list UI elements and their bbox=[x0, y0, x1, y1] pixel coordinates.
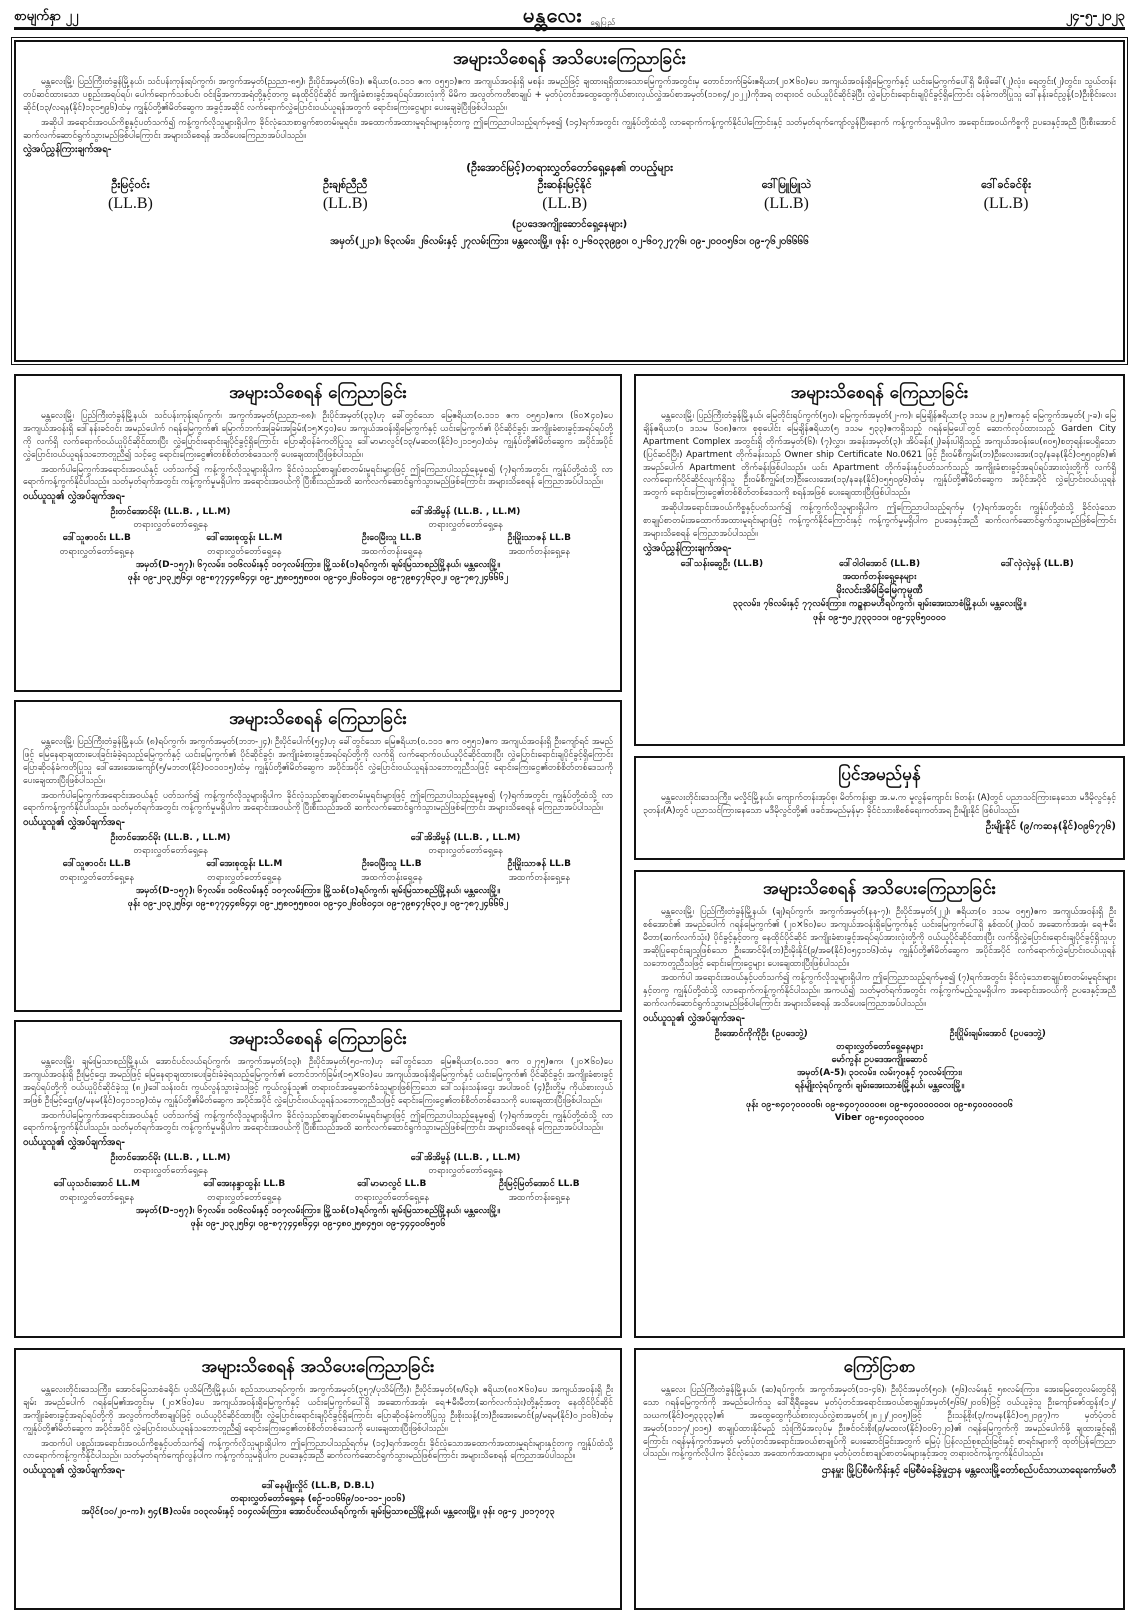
notice-9-footer: ဌာနမှူး မြို့ပြစီမံကိန်းနှင့် မြေစီမံခန့်ခွဲမှုဌာန မန္တလေးမြို့တော်စည်ပင်သာယာရေးကော်မတီ bbox=[821, 1465, 1116, 1477]
notice-1-address: အမှတ်(၂၂၁)၊ ၆၃လမ်း၊ ၂၆လမ်းနှင့် ၂၇လမ်းကြား၊ မန္တလေးမြို့။ ဖုန်း ၀၂-၆၀၃၃၉၉၀၊ ၀၂-၆၀၇၂၇၇၆၊ ၀၉-၂၀၀၀၅၆၁၊ ၀၉-၇၆၂၀၆၆၆၆ bbox=[330, 235, 809, 247]
notice-1-office: (ဦးအောင်မြင့်)တရားလွှတ်တော်ရှေ့နေ၏ တပည့်များ bbox=[466, 161, 673, 175]
lawyer-role: တရားလွှတ်တော်ရှေ့နေ bbox=[59, 872, 134, 883]
notice-8-lawyer: ဒေါ်နေမျိုးလှိုင် (LL.B, D.B.L) bbox=[261, 1481, 375, 1492]
notice-4-body-1: မန္တလေးမြို့၊ ချမ်းမြသာစည်မြို့နယ်၊ အောင်ပင်လယ်ရပ်ကွက်၊ အကွက်အမှတ်(၁၃)၊ ဦးပိုင်အမှတ်(၅၀-က)ဟု ခေါ်တွင်သော မြေဧရိယာ(၀.၁၁၁ ဧက ၀၂၇၅)ဧက၊ (၂၀×၆၀)ပေ အကျယ်အဝန်းရှိ ဦးမြင့်ဌေး အမည်ဖြင့် မြေနေရာချထားပေးခြင်းခံခဲ့ရသည့်မြေကွက်၏ တောင်ဘက်ခြမ်း(၁၅×၆၀)ပေ အကျယ်အဝန်းရှိမြေကွက်နှင့် ယင်းမြေကွက်၏ ပိုင်ဆိုင်ခွင့်၊ အကျိုးခံစားခွင့်အရပ်ရပ်တို့ကို ဝယ်ယူပိုင်ဆိုင်ခဲ့သူ (၈၂)ဒေါ်သန်းဝင်း ကွယ်လွန်သွားခဲ့သဖြင့် ကွယ်လွန်သူ၏ တရားဝင်အမွေဆက်ခံသူများဖြစ်ကြသော ဒေါ်သန်းသန်းဌေး အပါအဝင် (၄)ဦးတို့မှ ကိုယ်စားလှယ်အဖြစ် ဦးမြင့်ဌေး(၉/မနမ(နိုင်)၀၄၁၁၁၉)ထံမှ ကျွန်ုပ်တို့၏မိတ်ဆွေက အပိုင်အပိုင် လွှဲပြောင်းဝယ်ယူရန်သဘောတူညီသဖြင့် ရောင်းကြေးငွေ၏တစ်စိတ်တစ်ဒေသကို ပေးချေထားပြီးဖြစ်ပါသည်။ bbox=[23, 1056, 613, 1106]
lawyer-name: ဒေါ်အိအိမွန် (LL.B. , LL.M) bbox=[410, 1153, 521, 1164]
lawyer-role: တရားလွှတ်တော်ရှေ့နေ bbox=[428, 846, 503, 857]
notice-7-address-1: အမှတ်(A-5)၊ ၃၁လမ်း၊ လမ်း၇၀နှင့် ၇၁လမ်းကြား၊ bbox=[797, 1068, 962, 1079]
notice-7-title: အများသိစေရန် အသိပေးကြေညာခြင်း bbox=[763, 879, 996, 899]
notice-7-role: တရားလွှတ်တော်ရှေ့နေများ bbox=[836, 1042, 923, 1053]
notice-3-address: အမှတ်(D-၁၅၇)၊ ၆၇လမ်း၊ ၁၀၆လမ်းနှင့် ၁၀၇လမ်းကြား၊ မြို့သစ်(၁)ရပ်ကွက်၊ ချမ်းမြသာစည်မြို့နယ်၊ မန္တလေးမြို့။ bbox=[135, 885, 501, 896]
lawyer-name: ဒေါ်အေးစုထွန်း LL.M bbox=[206, 533, 283, 544]
notice-3-body-2: အထက်ပါမြေကွက်အရောင်းအဝယ်နှင့် ပတ်သက်၍ ကန့်ကွက်လိုသူများရှိပါက ခိုင်လုံသည့်စာချုပ်စာတမ်းမူရင်းများဖြင့် ဤကြေညာပါသည့်နေ့မှစ၍ (၇)ရက်အတွင်း ကျွန်ုပ်တို့ထံသို့ လာရောက်ကန့်ကွက်နိုင်ပါသည်။ သတ်မှတ်ရက်အတွင်း ကန့်ကွက်မှုမရှိပါက အရောင်းအဝယ်ကို ပြီးစီးသည်အထိ ဆက်လက်ဆောင်ရွက်သွားမည်ဖြစ်ကြောင်း အများသိစေရန် ကြေညာအပ်ပါသည်။ bbox=[23, 790, 613, 814]
page-header bbox=[14, 4, 1125, 30]
notice-7-phone: ဖုန်း ၀၉-၈၄၀၇၀၀၀၀၆၊ ၀၉-၈၄၀၇၀၀၀၀၈၊ ၀၉-၈၄၀၀၀၀၀၀၀၊ ၀၉-၈၄၀၀၀၀၀၀၆ bbox=[746, 1099, 1013, 1110]
notice-5 bbox=[634, 374, 1125, 746]
notice-5-firm: မိုးလင်းအိမ်ခြံမြေကုမ္ပဏီ bbox=[836, 584, 923, 596]
notice-5-address: ၃၃လမ်း၊ ၇၆လမ်းနှင့် ၇၇လမ်းကြား၊ ကဥ္စနာမဟီရပ်ကွက်၊ ချမ်းအေးသာစံမြို့နယ်၊ မန္တလေးမြို့။ bbox=[732, 599, 1027, 610]
notice-6-signature: ဦးမျိုးနိုင် (၉/ကဆန(နိုင်)၀၉၆၇၇၆) bbox=[985, 820, 1116, 832]
notice-7-viber: Viber ၀၉-၈၄၀၀၃၀၀၀၀ bbox=[834, 1112, 925, 1123]
lawyer-role: အထက်တန်းရှေ့နေ bbox=[508, 546, 570, 557]
lawyer-role: တရားလွှတ်တော်ရှေ့နေ bbox=[133, 1166, 208, 1177]
notice-3-phone: ဖုန်း ၀၉-၂၀၃၂၅၆၄၊ ၀၉-၈၇၇၄၄၈၆၄၄၊ ၀၉-၂၅၈၀၅၅၈၀၀၊ ၀၉-၄၀၂၆၀၆၀၄၁၊ ၀၉-၇၉၈၄၇၆၃၀၂၊ ၀၉-၇၈၇၂၄၆၆၆၂ bbox=[127, 898, 509, 909]
notice-8-authority: ဝယ်ယူသူ၏ လွှဲအပ်ချက်အရ- bbox=[23, 1465, 126, 1477]
lawyer-name: ဒေါ်အေးစုထွန်း LL.M bbox=[206, 859, 283, 870]
notice-9 bbox=[634, 1348, 1125, 1610]
notice-8 bbox=[14, 1348, 622, 1610]
notice-5-body-2: အဆိုပါအရောင်းအဝယ်ကိစ္စနှင့်ပတ်သက်၍ ကန့်ကွက်လိုသူများရှိပါက ဤကြေညာပါသည့်ရက်မှ (၇)ရက်အတွင်း ကျွန်ုပ်တို့ထံသို့ ခိုင်လုံသောစာချုပ်စာတမ်းအထောက်အထားမူရင်းများဖြင့် ကန့်ကွက်နိုင်ကြောင်းနှင့် ကန့်ကွက်မှုမရှိပါက ဥပဒေနှင့်အညီ ဆက်လက်ဆောင်ရွက်သွားမည်ဖြစ်ကြောင်း အများသိစေရန် ကြေညာအပ်ပါသည်။ bbox=[643, 503, 1116, 539]
notice-8-title: အများသိစေရန် အသိပေးကြေညာခြင်း bbox=[201, 1357, 435, 1377]
notice-2-body-1: မန္တလေးမြို့၊ ပြည်ကြီးတံခွန်မြို့နယ်၊ သင်ပန်းကုန်းရပ်ကွက်၊ အကွက်အမှတ်(ညညာ-၈၈)၊ ဦးပိုင်အမှတ်(၃၃)ဟု ခေါ်တွင်သော မြေဧရိယာ(၀.၁၁၁ ဧက ၀၅၅၁)ဧက၊ (၆၀×၄၀)ပေ အကျယ်အဝန်းရှိ ဒေါ်နန်းခင်ဝင်း အမည်ပေါက် ဂရန်မြေကွက်၏ မြောက်ဘက်အခြမ်းအခြမ်း(၁၅×၄၀)ပေ အကျယ်အဝန်းရှိမြေကွက်နှင့် ယင်းမြေကွက်၏ ပိုင်ဆိုင်ခွင့်၊ အကျိုးခံစားခွင့်အရပ်ရပ်တို့ကို လက်ရှိ လက်ရောက်ဝယ်ယူပိုင်ဆိုင်ထားပြီး လွှဲပြောင်းရောင်းချပိုင်ခွင့်ရှိကြောင်း ပြောဆိုဝန်ခံကတိပြုသူ ဒေါ်မာမာလွင်(၁၃/မဆတ(နိုင်)၀၂၁၁၅၀)ထံမှ ကျွန်ုပ်တို့၏မိတ်ဆွေက အပိုင်အပိုင် လွှဲပြောင်းဝယ်ယူရန်သဘောတူညီ၍ သင့်ငွေ ရောင်းကြေးငွေ၏တစ်စိတ်တစ်ဒေသကို ပေးချေထားပြီးဖြစ်ပါသည်။ bbox=[23, 410, 613, 460]
notice-3-body-1: မန္တလေးမြို့၊ ပြည်ကြီးတံခွန်မြို့နယ်၊ (၈)ရပ်ကွက်၊ အကွက်အမှတ်(ဘဘ-၂၄)၊ ဦးပိုင်ပေါက်(၅၄)ဟု ခေါ်တွင်သော မြေဧရိယာ(၀.၁၁၁ ဧက ၀၅၅၁)ဧက အကျယ်အဝန်းရှိ ဦးကျော်ရင် အမည်ဖြင့် မြေနေရာချထားပေးခြင်းခံခဲ့ရသည့်မြေကွက်နှင့် ယင်းမြေကွက်၏ ပိုင်ဆိုင်ခွင့်၊ အကျိုးခံစားခွင့်အရပ်ရပ်တို့ကို လက်ရှိ လက်ရောက်ဝယ်ယူပိုင်ဆိုင်ထားပြီး လွှဲပြောင်းရောင်းချပိုင်ခွင့်ရှိကြောင်း ပြောဆိုဝန်ခံကတိပြုသူ ဒေါ်အေးအေးကျော်(၅/မဘတ(နိုင်)၀၀၁၀၁၅)ထံမှ ကျွန်ုပ်တို့၏မိတ်ဆွေက အပိုင်အပိုင် လွှဲပြောင်းဝယ်ယူရန်သဘောတူညီသဖြင့် ရောင်းကြေးငွေ၏တစ်စိတ်တစ်ဒေသကို ပေးချေထားပြီးဖြစ်ပါသည်။ bbox=[23, 736, 613, 786]
notice-5-authority: လွှဲအပ်ညွှန်ကြားချက်အရ- bbox=[643, 542, 732, 554]
lawyer-role: အထက်တန်းရှေ့နေ bbox=[361, 546, 423, 557]
lawyer-role: တရားလွှတ်တော်ရှေ့နေ bbox=[428, 1166, 503, 1177]
notice-4-authority: ဝယ်ယူသူ၏ လွှဲအပ်ချက်အရ- bbox=[23, 1137, 126, 1149]
lawyer-role: တရားလွှတ်တော်ရှေ့နေ bbox=[428, 520, 503, 531]
notice-5-body-1: မန္တလေးမြို့၊ ပြည်ကြီးတံခွန်မြို့နယ်၊ မြေတိုင်းရပ်ကွက်(၅၀)၊ မြေကွက်အမှတ်(၂-က)၊ မြေချိန်ဧရိယာ(၃ ဒသမ ၉၂၅)ဧကနှင့် မြေကွက်အမှတ်(၂-ခ)၊ မြေချိန်ဧရိယာ(၁ ဒသမ ၆၀၈)ဧက၊ စုစုပေါင်း မြေချိန်ဧရိယာ(၅ ဒသမ ၅၃၃)ဧကရှိသည့် ဂရန်မြေပေါ်တွင် ဆောက်လုပ်ထားသည့် Garden City Apartment Complex အတွင်းရှိ တိုက်အမှတ်(၆)၊ (၇)လွှာ၊ အခန်းအမှတ်(၃)၊ အိပ်ခန်း(၂)ခန်းပါရှိသည့် အကျယ်အဝန်းပေ(၈၀၅)စတုရန်းပေရှိသော (ပြင်ဆင်ပြီး) Apartment တိုက်ခန်းသည် Owner ship Certificate No.0621 ဖြင့် ဦးဝမ်စီကျွမ်း(ဘ)ဦးလေးအေး(၁၃/နခန(နိုင်)၀၅၅၀၉၆)၏ အမည်ပေါက် Apartment တိုက်ခန်းဖြစ်ပါသည်။ ယင်း Apartment တိုက်ခန်းနှင့်ပတ်သက်သည့် အကျိုးခံစားခွင့်အရပ်ရပ်အားလုံးတို့ကို လက်ရှိ လက်ရောက်ပိုင်ဆိုင်လျက်ရှိသူ ဦးဝမ်စီကျွမ်း(ဘ)ဦးလေးအေး(၁၃/နခန(နိုင်)၀၅၅၀၉၆)ထံမှ ကျွန်ုပ်တို့၏မိတ်ဆွေက အပိုင်အပိုင် လွှဲပြောင်းဝယ်ယူရန်အတွက် ရောင်းကြေးငွေ၏တစ်စိတ်တစ်ဒေသကို စရန်အဖြစ် ပေးချေထားပြီးဖြစ်ပါသည်။ bbox=[643, 410, 1116, 499]
lawyer-role: အထက်တန်းရှေ့နေ bbox=[508, 872, 570, 883]
notice-4 bbox=[14, 1020, 622, 1338]
lawyer-name: ဦးဝေမြီးသူ LL.B bbox=[361, 533, 422, 544]
lawyer-name: ဦးတင်အောင်မိုး (LL.B. , LL.M) bbox=[110, 507, 231, 518]
notice-3-title: အများသိစေရန် ကြေညာခြင်း bbox=[229, 709, 407, 729]
notice-4-title: အများသိစေရန် ကြေညာခြင်း bbox=[229, 1029, 407, 1049]
logo-subtext: ရွှေပြည် bbox=[590, 18, 617, 28]
lawyer-name: ဦးတင်အောင်မိုး (LL.B. , LL.M) bbox=[110, 833, 231, 844]
lawyer-name: ဒေါ်သူဇာဝင်း LL.B bbox=[62, 859, 131, 870]
lawyer-name: ဦးအောင်ကိုကိုဦး (ဥပဒေဘွဲ့) bbox=[714, 1028, 808, 1039]
lawyer-name: ဦးမြင့်မြတ်အောင် LL.B bbox=[498, 1179, 580, 1190]
notice-6-body: မန္တလေးတိုင်းဒေသကြီး၊ မလှိုင်မြို့နယ်၊ ကျောက်တန်းအုပ်စု၊ မိတ်ကန်းရွာ အ.မ.က မူလွန်ကျောင်း ၆တန်း (A)တွင် ပညာသင်ကြားနေသော မဒီမိုလွင်နှင့် ၃တန်း(A)တွင် ပညာသင်ကြားနေသော မဒီမိုလွင်တို့၏ ဖခင်အမည်မှန်မှာ ခိုင်ငံသားစိစစ်ရေးကတ်အရ ဦးမျိုးနိုင် ဖြစ်ပါသည်။ bbox=[643, 792, 1116, 816]
lawyer-role: တရားလွှတ်တော်ရှေ့နေ bbox=[59, 546, 134, 557]
notice-4-body-2: အထက်ပါမြေကွက်အရောင်းအဝယ်နှင့် ပတ်သက်၍ ကန့်ကွက်လိုသူများရှိပါက ခိုင်လုံသည့်စာချုပ်စာတမ်းမူရင်းများဖြင့် ဤကြေညာပါသည့်နေ့မှစ၍ (၇)ရက်အတွင်း ကျွန်ုပ်တို့ထံသို့ လာရောက်ကန့်ကွက်နိုင်ပါသည်။ သတ်မှတ်ရက်အတွင်း ကန့်ကွက်မှုမရှိပါက အရောင်းအဝယ်ကို ပြီးစီးသည်အထိ ဆက်လက်ဆောင်ရွက်သွားမည်ဖြစ်ကြောင်း အများသိစေရန် ကြေညာအပ်ပါသည်။ bbox=[23, 1110, 613, 1134]
lawyer-4: ဒေါ်မြူမြူသဲ (LL.B) bbox=[761, 178, 812, 212]
lawyer-name: ဒေါ်ယုသင်းအောင် LL.M bbox=[53, 1179, 140, 1190]
notice-2-title: အများသိစေရန် ကြေညာခြင်း bbox=[229, 383, 407, 403]
notice-1-authority: လွှဲအပ်ညွှန်ကြားချက်အရ- bbox=[23, 144, 112, 156]
lawyer-name: ဒေါ်အိအိမွန် (LL.B. , LL.M) bbox=[410, 507, 521, 518]
notice-7 bbox=[634, 870, 1125, 1338]
notice-3 bbox=[14, 700, 622, 1012]
notice-2-authority: ဝယ်ယူသူ၏ လွှဲအပ်ချက်အရ- bbox=[23, 491, 126, 503]
lawyer-5: ဒေါ်ခင်ခင်စိုး (LL.B) bbox=[981, 178, 1031, 212]
lawyer-role: တရားလွှတ်တော်ရှေ့နေ bbox=[59, 1192, 134, 1203]
notice-8-body-1: မန္တလေးတိုင်းဒေသကြီး၊ အောင်မြေသာစံခရိုင်၊ ပုသိမ်ကြီးမြို့နယ်၊ စည်သာယာရပ်ကွက်၊ အကွက်အမှတ်(၃၅၇/ပုသိမ်ကြီး)၊ ဦးပိုင်အမှတ်(၈/၆၃)၊ ဧရိယာ(၈၀×၆၀)ပေ အကျယ်အဝန်းရှိ ဦးချမ်း အမည်ပေါက် ဂရန်မြေ၏အတွင်းမှ (၂၀×၆၀)ပေ အကျယ်အဝန်းရှိမြေကွက်နှင့် ယင်းမြေကွက်ပေါ်ရှိ အဆောက်အအုံ၊ ရေ+မီးမီတာ(ဆက်လက်သုံး)တို့နှင့်အတူ နေထိုင်ပိုင်ဆိုင် အကျိုးခံစားခွင့်အရပ်ရပ်တို့ကို အလွတ်ကတိစာချုပ်ဖြင့် ဝယ်ယူပိုင်ဆိုင်ထားပြီး လွှဲပြောင်းရောင်းချပိုင်ခွင့်ရှိကြောင်း ပြောဆိုဝန်ခံကတိပြုသူ ဦးစိုးသန့်(ဘ)ဦးအေးမောင်(၉/မရမ(နိုင်)၀၂၁၀၆)ထံမှ ကျွန်ုပ်တို့၏မိတ်ဆွေက အပိုင်အပိုင် လွှဲပြောင်းဝယ်ယူရန်သဘောတူညီ၍ ရောင်းကြေးငွေ၏တစ်စိတ်တစ်ဒေသကို ပေးချေထားပြီးဖြစ်ပါသည်။ bbox=[23, 1384, 613, 1434]
notice-1-role: (ဥပဒေအကျိုးဆောင်ရှေ့နေများ) bbox=[511, 219, 628, 231]
notice-5-title: အများသိစေရန် ကြေညာခြင်း bbox=[790, 383, 969, 403]
notice-8-address: အပိုင်(၁၀/၂၀-က)၊ ၅၄(B)လမ်း၊ ၁၀၃လမ်းနှင့် ၁၀၄လမ်းကြား၊ အောင်ပင်လယ်ရပ်ကွက်၊ ချမ်းမြသာစည်မြို့နယ်၊ မန္တလေးမြို့။ ဖုန်း ၀၉-၄ ၂၀၁၇၀၇၃ bbox=[81, 1507, 555, 1518]
notice-9-title: ကြော်ငြာစာ bbox=[843, 1357, 916, 1377]
notice-9-body: မန္တလေး ပြည်ကြီးတံခွန်မြို့နယ်၊ (ဆ)ရပ်ကွက်၊ အကွက်အမှတ်(၁၁-၄၆)၊ ဦးပိုင်အမှတ်(၅၀)၊ (၅၆)လမ်းနှင့် ၅၈လမ်းကြား၊ အေးမြေတွေလမ်းတွင်ရှိသော ဂရန်မြေကွက်ကို အမည်ပေါက်သူ ဒေါ်ရီရီခွေမေ မှတ်ပုံတင်အရောင်းအဝယ်စာချုပ်အမှတ်(၅၆၆/၂၀၀၆)ဖြင့် ဝယ်ယူခဲ့သူ ဦးကျော်ဇော်ထွန်း(၁၂/သဃက(နိုင်)၀၅၃၃၃၃)၏ အထွေထွေကိုယ်စားလှယ်လွှဲစာအမှတ်(၂၈၂၂/၂၀၀၅)ဖြင့် ဦးသန့်စိုး(၃/ကမန(နိုင်)၀၅၂၁၉၇)က မှတ်ပုံတင်အမှတ်(၁၁၁၇/၂၀၁၅) စာချုပ်ထားနိုင်မည့် သုံးကြိမ်အလုပ်မှ ဦးဇင်ဝင်းစိုး(၉/မထလ(နိုင်)၀၀၆၇၂၀)၏ ဂရန်မြေကွက်ကို အမည်ပေါက်ဖို့ ချထားခွင့်ရရှိကြောင်း ဂရန်မှန်ကွက်အမှတ် မှတ်ပုံတင်အရောင်းအဝယ်စာချုပ်ကို ပေးဆောင်ခြင်းအတွက် မြေပုံ ပြန်လည်စုစည်းခြင်းနှင့် စာရင်းများကို ထုတ်ပြန်ကြေညာပါသည်။ ကန့်ကွက်လိုပါက ခိုင်လုံသော အထောက်အထားများ၊ မှတ်ပုံတင်စာချုပ်စာတမ်းများနှင့်အတူ တရားဝင်ကန့်ကွက်နိုင်ပါသည်။ bbox=[643, 1384, 1116, 1460]
notice-5-phone: ဖုန်း ၀၉-၅၀၂၇၃၃၁၁၁၊ ၀၉-၄၃၆၅၀၀၀၀ bbox=[813, 612, 946, 623]
notice-2 bbox=[14, 374, 622, 692]
lawyer-name: ဦးဝေမြီးသူ LL.B bbox=[361, 859, 422, 870]
lawyer-role: တရားလွှတ်တော်ရှေ့နေ bbox=[207, 1192, 282, 1203]
notice-5-role: အထက်တန်းရှေ့နေများ bbox=[842, 571, 917, 582]
notice-7-address-2: ရန်မျိုးလုံရပ်ကွက်၊ ချမ်းအေးသာစံမြို့နယ်၊ မန္တလေးမြို့။ bbox=[794, 1081, 965, 1092]
lawyer-role: တရားလွှတ်တော်ရှေ့နေ bbox=[354, 1192, 429, 1203]
notice-7-body-1: မန္တလေးမြို့၊ ပြည်ကြီးတံခွန်မြို့နယ်၊ (ချ)ရပ်ကွက်၊ အကွက်အမှတ်(နန-၇)၊ ဦးပိုင်အမှတ်(၂၂)၊ ဧရိယာ(၀ ဒသမ ၀၅၅)ဧက အကျယ်အဝန်းရှိ ဦးစစ်အောင်၏ အမည်ပေါက် ဂရန်မြေကွက်၏ (၂၀×၆၀)ပေ အကျယ်အဝန်းရှိမြေကွက်နှင့် ယင်းမြေကွက်ပေါ်ရှိ နှစ်ထပ်(၂)ထပ် အဆောက်အအုံ၊ ရေ+မီးမီတာ(ဆက်လက်သုံး) ပိုင်ခွင့်နှင့်တကွ နေထိုင်ပိုင်ဆိုင် အကျိုးခံစားခွင့်အရပ်ရပ်အားလုံးတို့ကို ဝယ်ယူပိုင်ဆိုင်ထားပြီး လက်ရှိလွှဲပြောင်းရောင်းချပိုင်ခွင့်ရှိသူဟု အဆိုပြုရောင်းချသူဖြစ်သော ဦးအောင်မိုး(ဘ)ဦးမိုးနိုင်(၉/အဓ(နိုင်)၀၅၄၁၁၆)ထံမှ ကျွန်ုပ်တို့၏မိတ်ဆွေက အပိုင်အပိုင် လက်ရောက်လွှဲပြောင်းဝယ်ယူရန်သဘောတူညီသဖြင့် ရောင်းကြေးငွေများ ပေးချေထားပြီးဖြစ်ပါသည်။ bbox=[643, 906, 1116, 969]
notice-4-address: အမှတ်(D-၁၅၇)၊ ၆၇လမ်း၊ ၁၀၆လမ်းနှင့် ၁၀၇လမ်းကြား၊ မြို့သစ်(၁)ရပ်ကွက်၊ ချမ်းမြသာစည်မြို့နယ်၊ မန္တလေးမြို့။ bbox=[135, 1205, 501, 1216]
lawyer-role: တရားလွှတ်တော်ရှေ့နေ bbox=[133, 520, 208, 531]
notice-3-authority: ဝယ်ယူသူ၏ လွှဲအပ်ချက်အရ- bbox=[23, 817, 126, 829]
lawyer-name: ဒေါ်လှဲလှဲမွန် (LL.B) bbox=[1000, 558, 1074, 569]
notice-7-firm: မော်ကွန်း ဥပဒေအကျိုးဆောင် bbox=[831, 1055, 928, 1066]
lawyer-name: ဒေါ်သန်းဆွေဦး (LL.B) bbox=[680, 558, 764, 569]
lawyer-name: ဒေါ်အိအိမွန် (LL.B. , LL.M) bbox=[410, 833, 521, 844]
notice-1 bbox=[14, 40, 1125, 362]
notice-7-body-2: အထက်ပါ အရောင်းအဝယ်နှင့်ပတ်သက်၍ ကန့်ကွက်လိုသူများရှိပါက ဤကြေညာသည့်ရက်မှစ၍ (၇)ရက်အတွင်း ခိုင်လုံသောစာချုပ်စာတမ်းမူရင်းများနှင့်တကွ ကျွန်ုပ်တို့ထံသို့ လာရောက်ကန့်ကွက်နိုင်ပါသည်။ အကယ်၍ သတ်မှတ်ရက်အတွင်း ကန့်ကွက်မည့်သူမရှိပါက အရောင်းအဝယ်ကို ဥပဒေနှင့်အညီ ဆက်လက်ဆောင်ရွက်သွားမည်ဖြစ်ပါကြောင်း အများသိစေရန် အသိပေးကြေညာအပ်ပါသည်။ bbox=[643, 973, 1116, 1010]
lawyer-name: ဒေါ်အေးနန္ဒာထွန်း LL.B bbox=[203, 1179, 286, 1190]
lawyer-2: ဦးချစ်ညီညီ (LL.B) bbox=[322, 178, 368, 212]
lawyer-name: ဦးမြိုးသာဇန် LL.B bbox=[507, 533, 571, 544]
notice-7-authority: ဝယ်ယူသူ၏ လွှဲအပ်ချက်အရ- bbox=[643, 1013, 746, 1025]
masthead-logo bbox=[523, 2, 616, 29]
lawyer-3: ဦးဆန်းမြင့်နိုင် (LL.B) bbox=[537, 178, 592, 212]
lawyer-role: တရားလွှတ်တော်ရှေ့နေ bbox=[207, 872, 282, 883]
lawyer-name: ဒေါ်မာမာလွင် LL.B bbox=[357, 1179, 427, 1190]
notice-1-lawyers bbox=[23, 178, 1116, 214]
lawyer-role: တရားလွှတ်တော်ရှေ့နေ bbox=[133, 846, 208, 857]
notice-2-address: အမှတ်(D-၁၅၇)၊ ၆၇လမ်း၊ ၁၀၆လမ်းနှင့် ၁၀၇လမ်းကြား၊ မြို့သစ်(၁)ရပ်ကွက်၊ ချမ်းမြသာစည်မြို့နယ်၊ မန္တလေးမြို့။ bbox=[135, 559, 501, 570]
logo-text: မန္တလေး bbox=[522, 3, 583, 27]
page-date: ၂၄-၅-၂၀၂၃ bbox=[1065, 9, 1125, 24]
lawyer-role: အထက်တန်းရှေ့နေ bbox=[361, 872, 423, 883]
notice-8-role: တရားလွှတ်တော်ရှေ့နေ (စဉ်-၁၁၆၆၉/၁၀-၁၁-၂၀၁၆) bbox=[230, 1494, 406, 1505]
page-number: စာမျက်နှာ ၂၂ bbox=[14, 9, 79, 24]
notice-4-phone: ဖုန်း ၀၉-၂၀၃၂၅၆၄၊ ၀၉-၈၇၇၄၄၈၆၄၄၊ ၀၉-၄၈၀၂၅၈၄၅၀၊ ၀၉-၄၄၄၀၀၆၅၀၆ bbox=[190, 1218, 446, 1229]
notice-6-title: ပြင်အမည်မှန် bbox=[838, 765, 921, 785]
notice-2-phone: ဖုန်း ၀၉-၂၀၃၂၅၆၄၊ ၀၉-၈၇၇၄၄၈၆၄၄၊ ၀၉-၂၅၈၀၅၅၈၀၀၊ ၀၉-၄၀၂၆၀၆၀၄၁၊ ၀၉-၇၉၈၄၇၆၃၀၂၊ ၀၉-၇၈၇၂၄၆၆၆၂ bbox=[127, 572, 509, 583]
lawyer-name: ဦးပြိုမ်းချမ်းအောင် (ဥပဒေဘွဲ့) bbox=[949, 1028, 1046, 1039]
lawyer-role: အထက်တန်းရှေ့နေ bbox=[508, 1192, 570, 1203]
notice-2-body-2: အထက်ပါမြေကွက်အရောင်းအဝယ်နှင့် ပတ်သက်၍ ကန့်ကွက်လိုသူများရှိပါက ခိုင်လုံသည့်စာချုပ်စာတမ်းမူရင်းများဖြင့် ဤကြေညာပါသည့်နေ့မှစ၍ (၇)ရက်အတွင်း ကျွန်ုပ်တို့ထံသို့ လာရောက်ကန့်ကွက်နိုင်ပါသည်။ သတ်မှတ်ရက်အတွင်း ကန့်ကွက်မှုမရှိပါက အရောင်းအဝယ်ကို ပြီးစီးသည်အထိ ဆက်လက်ဆောင်ရွက်သွားမည်ဖြစ်ကြောင်း အများသိစေရန် ကြေညာအပ်ပါသည်။ bbox=[23, 464, 613, 488]
notice-1-title: အများသိစေရန် အသိပေးကြေညာခြင်း bbox=[453, 49, 686, 69]
notice-1-body-1: မန္တလေးမြို့၊ ပြည်ကြီးတံခွန်မြို့နယ်၊ သင်ပန်းကုန်းရပ်ကွက်၊ အကွက်အမှတ်(ညညာ-၈၅)၊ ဦးပိုင်အမှတ်(၆၁)၊ ဧရိယာ(၀.၁၁၁ ဧက ၀၅၅၁)ဧက အကျယ်အဝန်းရှိ မစန်း အမည်ဖြင့် ချထားရရှိထားသောမြေကွက်အတွင်းမှ တောင်ဘက်ခြမ်းဧရိယာ(၂၀×၆၀)ပေ အကျယ်အဝန်းရှိမြေကွက်နှင့် ယင်းမြေကွက်ပေါ်ရှိ မီးဖိုခေါ်(၂)လုံး၊ ရေတွင်း(၂)တွင်း၊ သွယ်တန်းတပ်ဆင်ထားသော ပစ္စည်းအရပ်ရပ်၊ ပေါက်ရောက်သစ်ပင်၊ ဝင်းခြံအကာအရံတို့နှင့်တကွ နေထိုင်ပိုင်ဆိုင် အကျိုးခံစားခွင့်အရပ်ရပ်အားလုံးကို မိမိက အလွတ်ကတိစာချုပ် + မှတ်ပုံတင်အထွေထွေကိုယ်စားလှယ်လွှဲအပ်စာအမှတ်(၁၁၈၄/၂၀၂၂)ကိုအရ တရားဝင် ဝယ်ယူပိုင်ဆိုင်ခဲ့ပြီး လွှဲပြောင်းရောင်းချပိုင်ခွင့်ရှိကြောင်း ဝန်ခံကတိပြုသူ ဒေါ်နန်းခင်ညွန့်(၁)ဦးစိုင်းလေးဆိုင်(၁၃/လရန(နိုင်)၁၃၁၅၉၆)ထံမှ ကျွန်ုပ်တို့၏မိတ်ဆွေက အခွင့်အဆိုင် လက်ရောက်လွှဲပြောင်းဝယ်ယူရန်အတွက် ရောင်းကြေးငွေများ ပေးချေခဲ့ပြီးဖြစ်ပါသည်။ bbox=[23, 76, 1116, 113]
notice-6 bbox=[634, 756, 1125, 860]
notice-1-body-2: အဆိုပါ အရောင်းအဝယ်ကိစ္စနှင့်ပတ်သက်၍ ကန့်ကွက်လိုသူများရှိပါက ခိုင်လုံသောစာရွက်စာတမ်းမူရင်း၊ အထောက်အထားမူရင်းများနှင့်တကွ ဤကြေညာပါသည့်ရက်မှစ၍ (၁၄)ရက်အတွင်း ကျွန်ုပ်တို့ထံသို့ လာရောက်ကန့်ကွက်နိုင်ပါကြောင်းနှင့် သတ်မှတ်ရက်ကျော်လွန်ပြီးနောက် ကန့်ကွက်သူမရှိပါက အရောင်းအဝယ်ကိစ္စကို ဥပဒေနှင့်အညီ ပြီးစီးအောင် ဆက်လက်ဆောင်ရွက်သွားမည်ဖြစ်ပါကြောင်း အများသိစေရန် အသိပေးကြေညာအပ်ပါသည်။ bbox=[23, 117, 1116, 141]
lawyer-name: ဦးမြိုးသာဇန် LL.B bbox=[507, 859, 571, 870]
notice-8-body-2: အထက်ပါ ပစ္စည်းအရောင်းအဝယ်ကိစ္စနှင့်ပတ်သက်၍ ကန့်ကွက်လိုသူများရှိပါက ဤကြေညာပါသည့်ရက်မှ (၁၄)ရက်အတွင်း ခိုင်လုံသောအထောက်အထားမူရင်းများနှင့်တကွ ကျွန်ုပ်ထံသို့ လာရောက်ကန့်ကွက်နိုင်ပါသည်။ သတ်မှတ်ရက်ကျော်လွန်ပါက ကန့်ကွက်သူမရှိပါက ဥပဒေနှင့်အညီ ဆက်လက်ဆောင်ရွက်သွားမည်ဖြစ်ကြောင်း အများသိစေရန် ကြေညာအပ်ပါသည်။ bbox=[23, 1438, 613, 1462]
lawyer-name: ဒေါ်ဝါဝါအောင် (LL.B) bbox=[838, 558, 921, 569]
lawyer-role: တရားလွှတ်တော်ရှေ့နေ bbox=[207, 546, 282, 557]
lawyer-name: ဦးတင်အောင်မိုး (LL.B. , LL.M) bbox=[110, 1153, 231, 1164]
lawyer-1: ဦးမြင့်ဝင်း (LL.B) bbox=[107, 178, 153, 212]
lawyer-name: ဒေါ်သူဇာဝင်း LL.B bbox=[62, 533, 131, 544]
